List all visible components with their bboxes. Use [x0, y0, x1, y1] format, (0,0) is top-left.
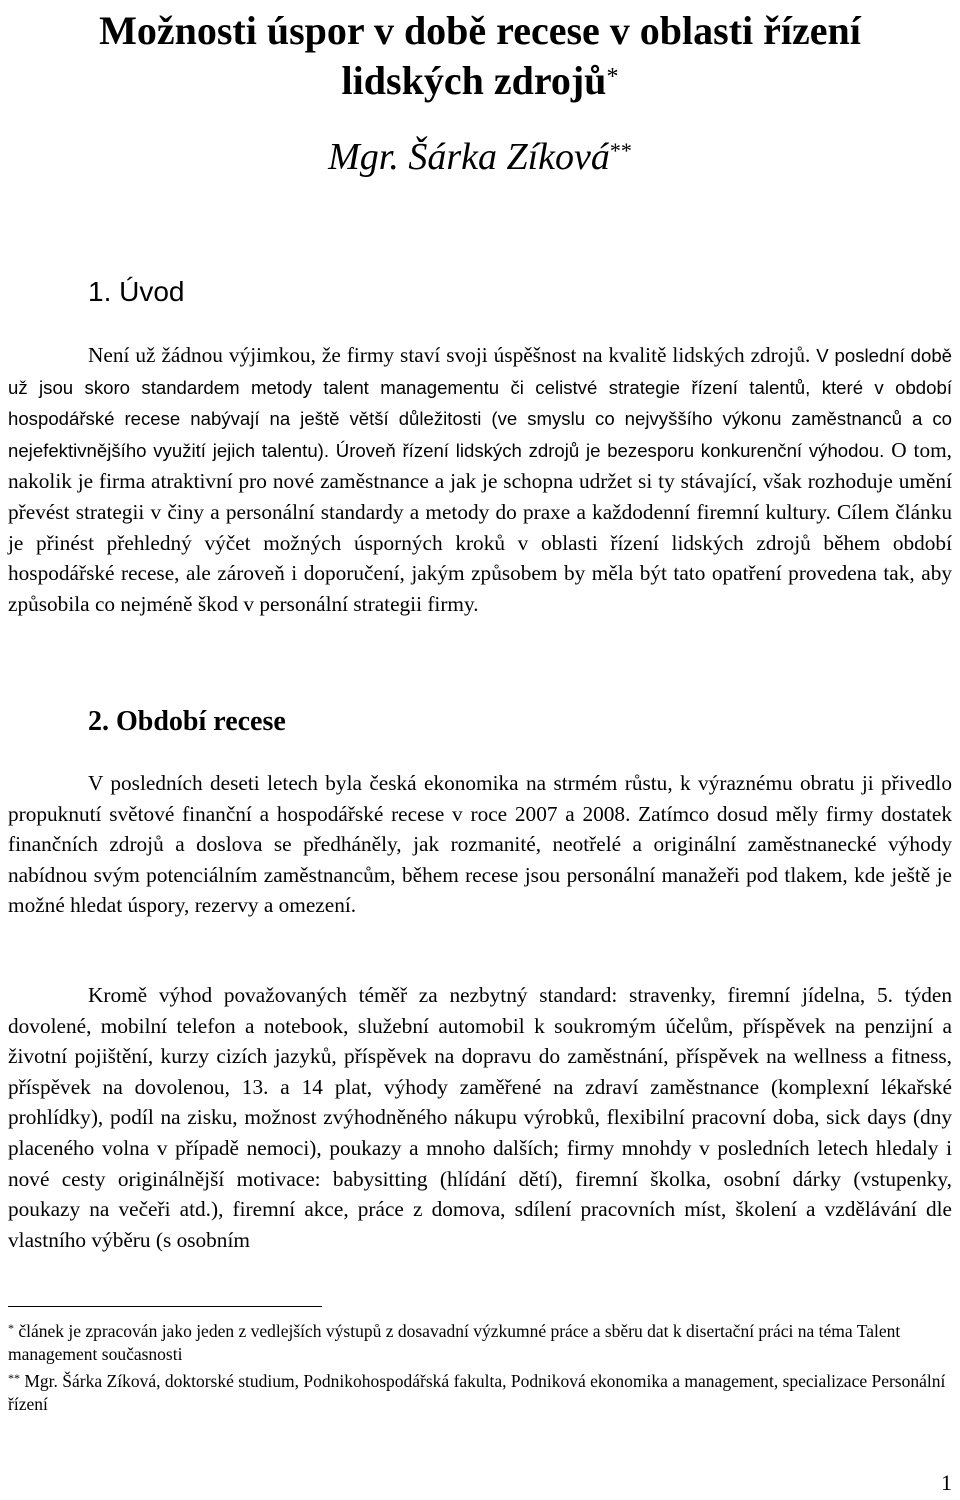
intro-paragraph-start: Není už žádnou výjimkou, že firmy staví svoji úspěšnost na kvalitě lidských zdrojů. [88, 343, 811, 367]
page-number: 1 [941, 1470, 952, 1495]
recession-paragraph-2: Kromě výhod považovaných téměř za nezbytný standard: stravenky, firemní jídelna, 5. týden dovolené, mobilní telefon a notebook, služební automobil k soukromým účelům, příspěvek na penzijní a životní pojištění, kurzy cizích jazyků, příspěvek na dopravu do zaměstnání, příspěvek na wellness a fitness, příspěvek na dovolenou, 13. a 14 plat, výhody zaměřené na zdraví zaměstnance (komplexní lékařské prohlídky), podíl na zisku, možnost zvýhodněného nákupu výrobků, flexibilní pracovní doba, sick days (dny placeného volna v případě nemoci), poukazy a mnoho dalších; firmy mnohdy v posledních letech hledaly i nové cesty originálnější motivace: babysitting (hlídání dětí), firemní školka, osobní dárky (vstupenky, poukazy na večeři atd.), firemní akce, práce z domova, sdílení pracovních míst, školení a vzdělávání dle vlastního výběru (s osobním [8, 983, 952, 1252]
footnote-separator [8, 1306, 322, 1307]
recession-paragraph-1: V posledních deseti letech byla česká ekonomika na strmém růstu, k výraznému obratu ji přivedlo propuknutí světové finanční a hospodářské recese v roce 2007 a 2008. Zatímco dosud měly firmy dostatek finančních zdrojů a doslova se předháněly, jak rozmanité, neotřelé a originální zaměstnanecké výhody nabídnou svým potenciálním zaměstnancům, během recese jsou personální manažeři pod tlakem, kde ještě je možné hledat úspory, rezervy a omezení. [8, 771, 952, 918]
section-heading-intro: 1. Úvod [88, 276, 185, 307]
title-footnote-marker: * [606, 64, 619, 90]
footnote-2 [8, 1370, 952, 1416]
paper-title [0, 6, 960, 106]
author-line [0, 134, 960, 180]
title-line-1: Možnosti úspor v době recese v oblasti řízení [99, 8, 861, 53]
intro-paragraph [8, 340, 952, 619]
intro-paragraph-sans: V poslední době už jsou skoro standardem metody talent managementu či celistvé strategie řízení talentů, které v období hospodářské recese nabývají na ještě větší důležitosti (ve smyslu co nejvyššího výkonu zaměstnanců a co nejefektivnějšího využití jejich talentu). Úroveň řízení lidských zdrojů je bezesporu konkurenční výhodou. [8, 345, 952, 461]
footnote-2-text: Mgr. Šárka Zíková, doktorské studium, Podnikohospodářská fakulta, Podniková ekonomika a management, specializace Personální řízení [8, 1371, 946, 1414]
footnote-1-marker: * [8, 1321, 14, 1335]
author-name: Mgr. Šárka Zíková [328, 136, 610, 178]
footnote-2-marker: ** [8, 1371, 20, 1385]
footnote-1 [8, 1320, 952, 1366]
intro-paragraph-end: O tom, nakolik je firma atraktivní pro nové zaměstnance a jak je schopna udržet si ty stávající, však rozhoduje umění převést strategii v činy a personální standardy a metody do praxe a každodenní firemní kultury. Cílem článku je přinést přehledný výčet možných úsporných kroků v oblasti řízení lidských zdrojů během období hospodářské recese, ale zároveň i doporučení, jakým způsobem by měla být tato opatření provedena tak, aby způsobila co nejméně škod v personální strategii firmy. [8, 437, 952, 616]
footnote-1-text: článek je zpracován jako jeden z vedlejších výstupů z dosavadní výzkumné práce a sběru dat k disertační práci na téma Talent management současnosti [8, 1321, 901, 1364]
section-heading-recession: 2. Období recese [88, 706, 286, 737]
title-line-2-text: lidských zdrojů [341, 58, 607, 103]
author-footnote-marker: ** [609, 138, 632, 163]
title-line-2 [0, 56, 960, 106]
